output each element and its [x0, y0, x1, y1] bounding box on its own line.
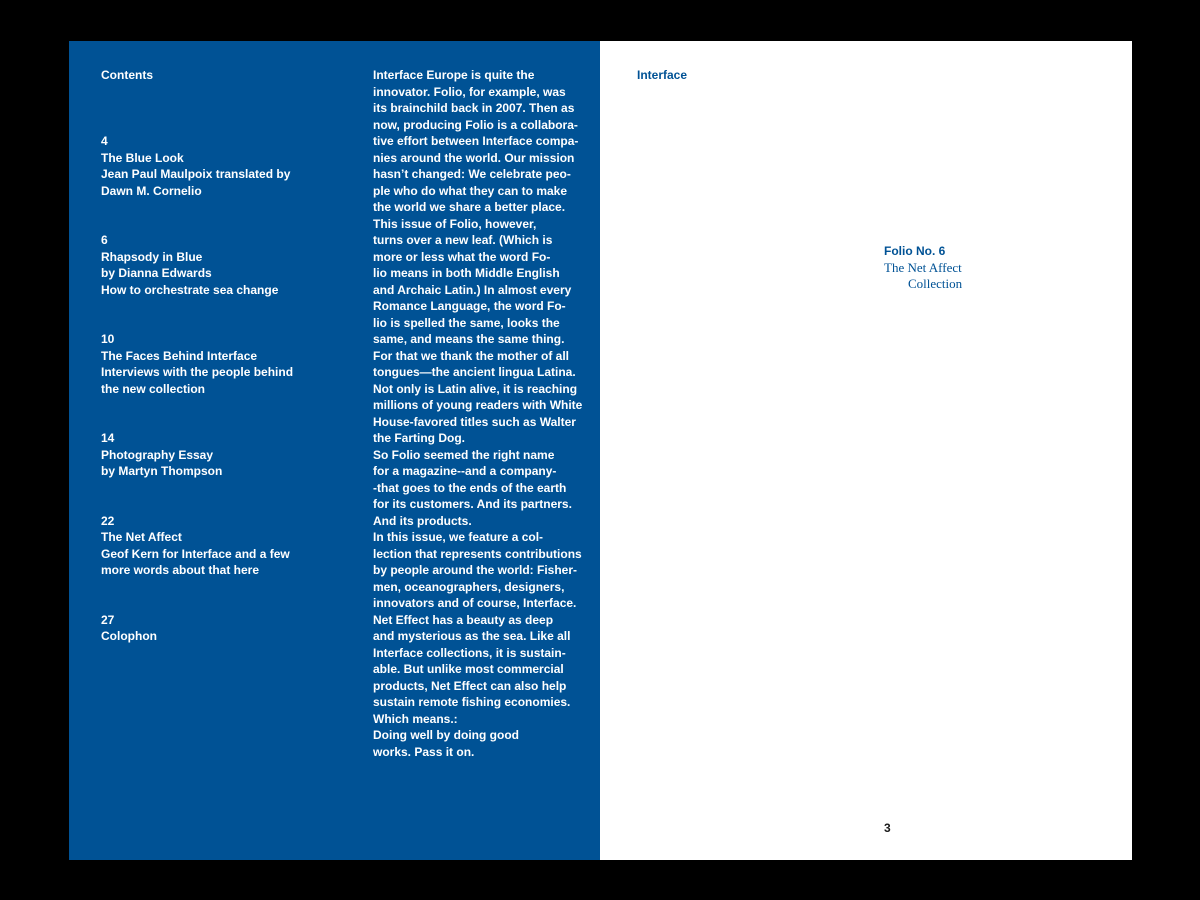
body-paragraph	[347, 612, 571, 728]
body-line: Romance Language, the word Fo-	[373, 299, 566, 313]
body-line: In this issue, we feature a col-	[373, 530, 544, 544]
toc-line: more words about that here	[101, 563, 260, 577]
toc-line: the new collection	[101, 381, 206, 396]
toc-line: How to orchestrate sea change	[101, 282, 279, 297]
left-page	[69, 41, 600, 860]
toc-line: Geof Kern for Interface and a few	[101, 546, 290, 561]
body-line: products, Net Effect can also help	[373, 678, 567, 693]
page-number: 3	[884, 821, 891, 835]
folio-issue: Folio No. 6	[884, 244, 946, 258]
folio-title-block	[884, 243, 962, 293]
body-line: works. Pass it on.	[373, 744, 475, 759]
toc-line: Interviews with the people behind	[101, 365, 294, 379]
body-line: and mysterious as the sea. Like all	[373, 629, 571, 643]
body-line: ple who do what they can to make	[373, 183, 568, 198]
toc-page-number: 27	[101, 612, 115, 627]
body-line: Which means.:	[373, 711, 458, 726]
body-line: sustain remote fishing economies.	[373, 695, 571, 709]
toc-line: Rhapsody in Blue	[101, 249, 203, 264]
body-line: Interface collections, it is sustain-	[373, 645, 566, 660]
toc-page-number: 4	[101, 134, 108, 148]
toc-page-number: 10	[101, 332, 115, 346]
body-line: Interface Europe is quite the	[373, 68, 535, 82]
body-line: able. But unlike most commercial	[373, 662, 564, 676]
body-line: men, oceanographers, designers,	[373, 579, 565, 594]
toc-entry	[101, 232, 331, 298]
toc-line: Jean Paul Maulpoix translated by	[101, 167, 291, 181]
body-line: for its customers. And its partners.	[373, 497, 572, 511]
toc-entry	[101, 331, 331, 397]
folio-subtitle: Collection	[908, 276, 963, 291]
toc-entry	[101, 430, 331, 480]
body-line: turns over a new leaf. (Which is	[373, 233, 553, 247]
table-of-contents	[101, 133, 331, 678]
body-line: its brainchild back in 2007. Then as	[373, 101, 575, 115]
body-line: nies around the world. Our mission	[373, 150, 575, 165]
right-page	[600, 41, 1132, 860]
toc-line: The Net Affect	[101, 530, 182, 544]
body-line: more or less what the word Fo-	[373, 249, 551, 264]
body-line: the world we share a better place.	[373, 200, 566, 214]
body-line: For that we thank the mother of all	[373, 348, 570, 363]
body-line: And its products.	[373, 513, 472, 528]
body-line: -that goes to the ends of the earth	[373, 480, 567, 495]
toc-line: by Dianna Edwards	[101, 266, 212, 280]
toc-page-number: 14	[101, 431, 115, 445]
toc-entry	[101, 612, 331, 645]
body-line: lection that represents contributions	[373, 546, 582, 561]
body-line: So Folio seemed the right name	[373, 447, 555, 462]
toc-line: The Faces Behind Interface	[101, 348, 258, 363]
body-line: and Archaic Latin.) In almost every	[373, 282, 572, 297]
body-text-column	[347, 67, 583, 760]
toc-line: Colophon	[101, 629, 157, 643]
body-line: tongues—the ancient lingua Latina.	[373, 365, 576, 379]
toc-line: Dawn M. Cornelio	[101, 183, 202, 198]
toc-entry	[101, 133, 331, 199]
body-line: same, and means the same thing.	[373, 332, 565, 346]
body-line: innovators and of course, Interface.	[373, 596, 577, 610]
body-line: House-favored titles such as Walter	[373, 414, 576, 429]
body-line: lio means in both Middle English	[373, 266, 560, 280]
body-line: Doing well by doing good	[373, 728, 519, 742]
brand-name: Interface	[637, 68, 688, 82]
body-line: innovator. Folio, for example, was	[373, 84, 566, 99]
body-paragraph	[347, 447, 572, 530]
toc-page-number: 6	[101, 233, 108, 247]
body-paragraph	[347, 727, 567, 760]
body-line: by people around the world: Fisher-	[373, 563, 578, 577]
body-line: Not only is Latin alive, it is reaching	[373, 381, 578, 396]
body-line: Net Effect has a beauty as deep	[373, 612, 554, 627]
magazine-spread	[69, 41, 1132, 860]
body-line: millions of young readers with White	[373, 398, 583, 412]
toc-line: Photography Essay	[101, 447, 214, 462]
body-line: This issue of Folio, however,	[373, 216, 537, 231]
folio-name: The Net Affect	[884, 259, 962, 275]
contents-title: Contents	[101, 68, 153, 82]
toc-line: The Blue Look	[101, 150, 184, 165]
toc-line: by Martyn Thompson	[101, 464, 223, 478]
body-line: lio is spelled the same, looks the	[373, 315, 560, 330]
body-paragraph	[347, 216, 583, 447]
body-line: now, producing Folio is a collabora-	[373, 117, 578, 132]
body-paragraph	[347, 67, 579, 216]
body-paragraph	[347, 529, 582, 612]
body-line: the Farting Dog.	[373, 431, 465, 445]
toc-page-number: 22	[101, 513, 115, 528]
body-line: tive effort between Interface compa-	[373, 134, 579, 148]
body-line: hasn’t changed: We celebrate peo-	[373, 167, 571, 181]
toc-entry	[101, 513, 331, 579]
body-line: for a magazine--and a company-	[373, 464, 557, 478]
